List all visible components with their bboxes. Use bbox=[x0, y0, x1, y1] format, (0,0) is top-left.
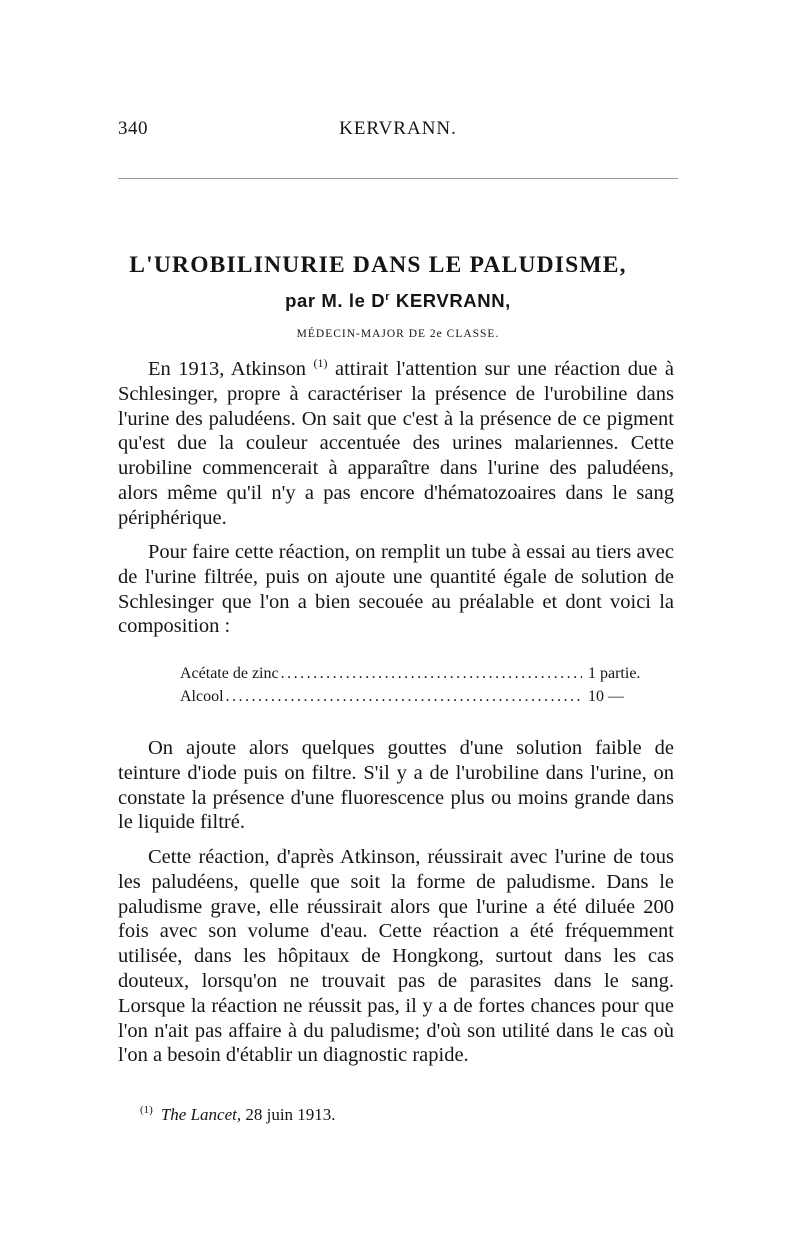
composition-row bbox=[180, 685, 670, 708]
paragraph-1 bbox=[118, 351, 674, 531]
footnote-date: 28 juin 1913. bbox=[241, 1105, 336, 1124]
ingredient-name: Alcool bbox=[180, 688, 224, 705]
paragraph-1-start: En 1913, Atkinson bbox=[148, 358, 314, 380]
author-line bbox=[118, 290, 678, 312]
header-rule bbox=[118, 178, 678, 179]
paragraph-3 bbox=[118, 736, 674, 835]
author-prefix: par M. le D bbox=[285, 290, 386, 311]
page-number: 340 bbox=[118, 118, 148, 139]
footnote-source: The Lancet, bbox=[160, 1105, 242, 1124]
ingredient-quantity: 1 partie. bbox=[588, 665, 641, 682]
paragraph-4-text: Cette réaction, d'après Atkinson, réussirait avec l'urine de tous les paludéens, quelle que soit la forme de paludisme. Dans le paludisme grave, elle réussirait alors que l'urine a été diluée 200 fois avec son volume d'eau. Cette réaction a été fréquemment utilisée, dans les hôpitaux de Hongkong, surtout dans les cas douteux, lorsqu'on ne trouvait pas de parasites dans le sang. Lorsque la réaction ne réussit pas, il y a de fortes chances pour que l'on n'ait pas affaire à du paludisme; d'où son utilité dans le cas où l'on a besoin d'établir un diagnostic rapide. bbox=[118, 846, 674, 1067]
dot-leader bbox=[281, 662, 582, 685]
author-name: KERVRANN, bbox=[390, 290, 511, 311]
author-rank: MÉDECIN-MAJOR DE 2e CLASSE. bbox=[296, 328, 500, 340]
composition-row bbox=[180, 662, 670, 685]
paragraph-4 bbox=[118, 845, 674, 1068]
author-title-sup: r bbox=[385, 291, 391, 303]
ingredient-name: Acétate de zinc bbox=[180, 665, 279, 682]
ingredient-quantity: 10 — bbox=[588, 688, 624, 705]
article-title: L'UROBILINURIE DANS LE PALUDISME, bbox=[129, 252, 627, 278]
running-head bbox=[118, 118, 678, 142]
running-title: KERVRANN. bbox=[339, 118, 457, 139]
footnote-mark: (1) bbox=[140, 1104, 153, 1116]
composition-list bbox=[180, 662, 670, 708]
dot-leader bbox=[226, 685, 582, 708]
footnote bbox=[140, 1104, 336, 1125]
paragraph-3-text: On ajoute alors quelques gouttes d'une solution faible de teinture d'iode puis on filtre. S'il y a de l'urobiline dans l'urine, on constate la présence d'une fluorescence plus ou moins grande dans le liquide filtré. bbox=[118, 737, 674, 834]
paragraph-2 bbox=[118, 540, 674, 639]
paragraph-1-rest: attirait l'attention sur une réaction due à Schlesinger, propre à caractériser la présence de l'urobiline dans l'urine des paludéens. On sait que c'est à la présence de ce pigment qu'est due la couleur accentuée des urines malariennes. Cette urobiline commencerait à apparaître dans l'urine des paludéens, alors même qu'il n'y a pas encore d'hématozoaires dans le sang périphérique. bbox=[118, 358, 674, 529]
paragraph-2-text: Pour faire cette réaction, on remplit un tube à essai au tiers avec de l'urine filtrée, puis on ajoute une quantité égale de solution de Schlesinger que l'on a bien secouée au préalable et dont voici la composition : bbox=[118, 541, 674, 638]
footnote-reference: (1) bbox=[313, 356, 328, 370]
